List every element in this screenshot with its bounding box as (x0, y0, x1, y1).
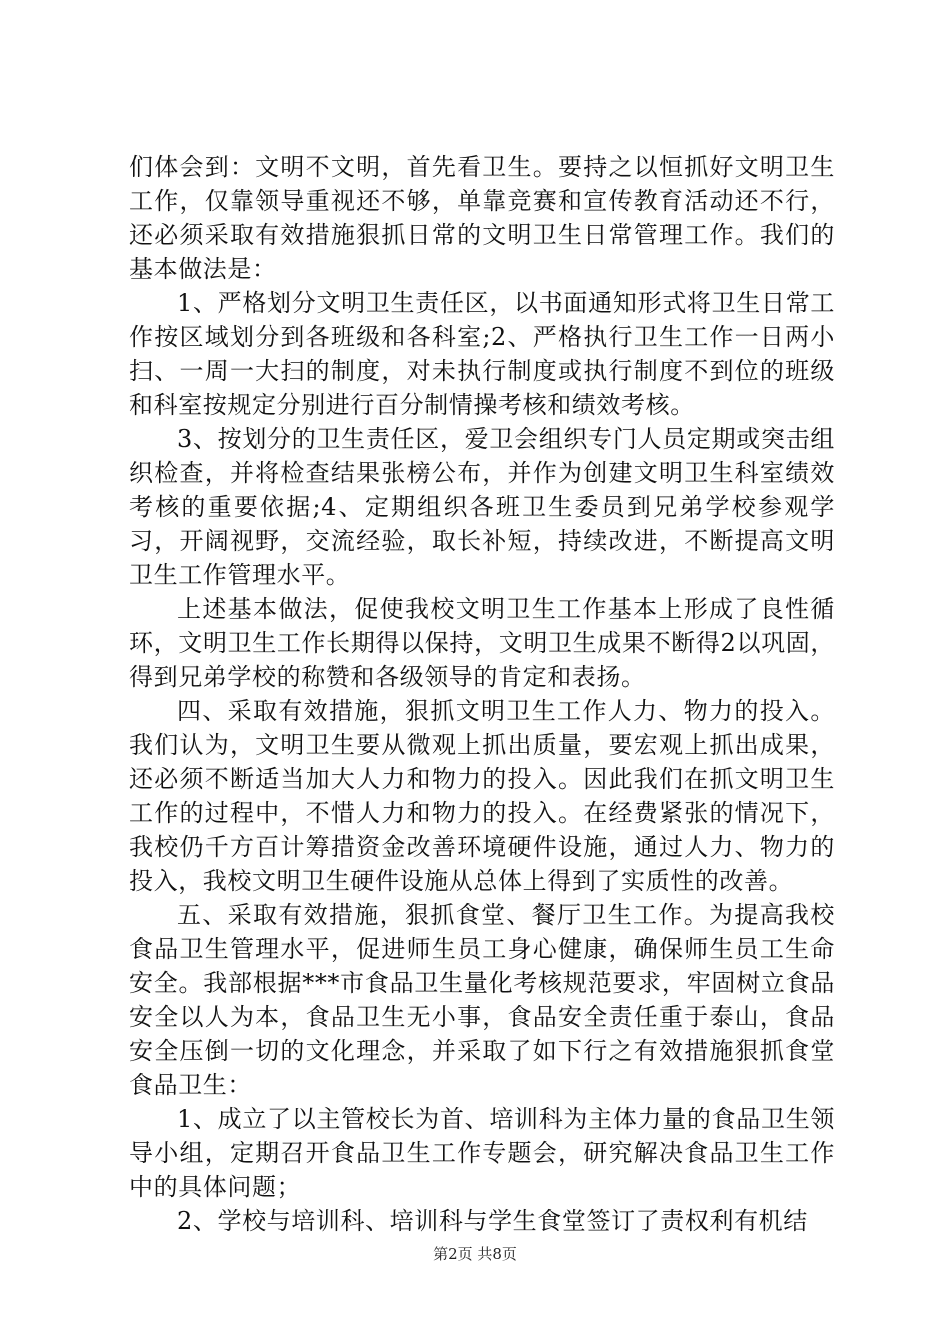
paragraph-item-1-2: 1、严格划分文明卫生责任区，以书面通知形式将卫生日常工作按区域划分到各班级和各科室;2、严格执行卫生工作一日两小扫、一周一大扫的制度，对未执行制度或执行制度不到位的班级和科室按规定分别进行百分制情操考核和绩效考核。 (129, 289, 835, 419)
page-footer: 第2页 共8页 (433, 1245, 517, 1263)
paragraph-summary: 上述基本做法，促使我校文明卫生工作基本上形成了良性循环，文明卫生工作长期得以保持，文明卫生成果不断得2以巩固，得到兄弟学校的称赞和各级领导的肯定和表扬。 (129, 595, 835, 691)
paragraph-item-3-4: 3、按划分的卫生责任区，爱卫会组织专门人员定期或突击组织检查，并将检查结果张榜公布，并作为创建文明卫生科室绩效考核的重要依据;4、定期组织各班卫生委员到兄弟学校参观学习，开阔视野，交流经验，取长补短，持续改进，不断提高文明卫生工作管理水平。 (129, 425, 835, 589)
paragraph-section-4: 四、采取有效措施，狠抓文明卫生工作人力、物力的投入。我们认为，文明卫生要从微观上抓出质量，要宏观上抓出成果，还必须不断适当加大人力和物力的投入。因此我们在抓文明卫生工作的过程中，不惜人力和物力的投入。在经费紧张的情况下，我校仍千方百计筹措资金改善环境硬件设施，通过人力、物力的投入，我校文明卫生硬件设施从总体上得到了实质性的改善。 (129, 697, 835, 895)
paragraph-food-item-2: 2、学校与培训科、培训科与学生食堂签订了责权利有机结 (177, 1207, 808, 1235)
document-body (129, 150, 835, 1238)
paragraph-continuation: 们体会到：文明不文明，首先看卫生。要持之以恒抓好文明卫生工作，仅靠领导重视还不够，单靠竞赛和宣传教育活动还不行，还必须采取有效措施狠抓日常的文明卫生日常管理工作。我们的基本做法是： (129, 153, 835, 283)
paragraph-section-5: 五、采取有效措施，狠抓食堂、餐厅卫生工作。为提高我校食品卫生管理水平，促进师生员工身心健康，确保师生员工生命安全。我部根据***市食品卫生量化考核规范要求，牢固树立食品安全以人为本，食品卫生无小事，食品安全责任重于泰山，食品安全压倒一切的文化理念，并采取了如下行之有效措施狠抓食堂食品卫生： (129, 901, 835, 1099)
paragraph-food-item-1: 1、成立了以主管校长为首、培训科为主体力量的食品卫生领导小组，定期召开食品卫生工作专题会，研究解决食品卫生工作中的具体问题； (129, 1105, 835, 1201)
